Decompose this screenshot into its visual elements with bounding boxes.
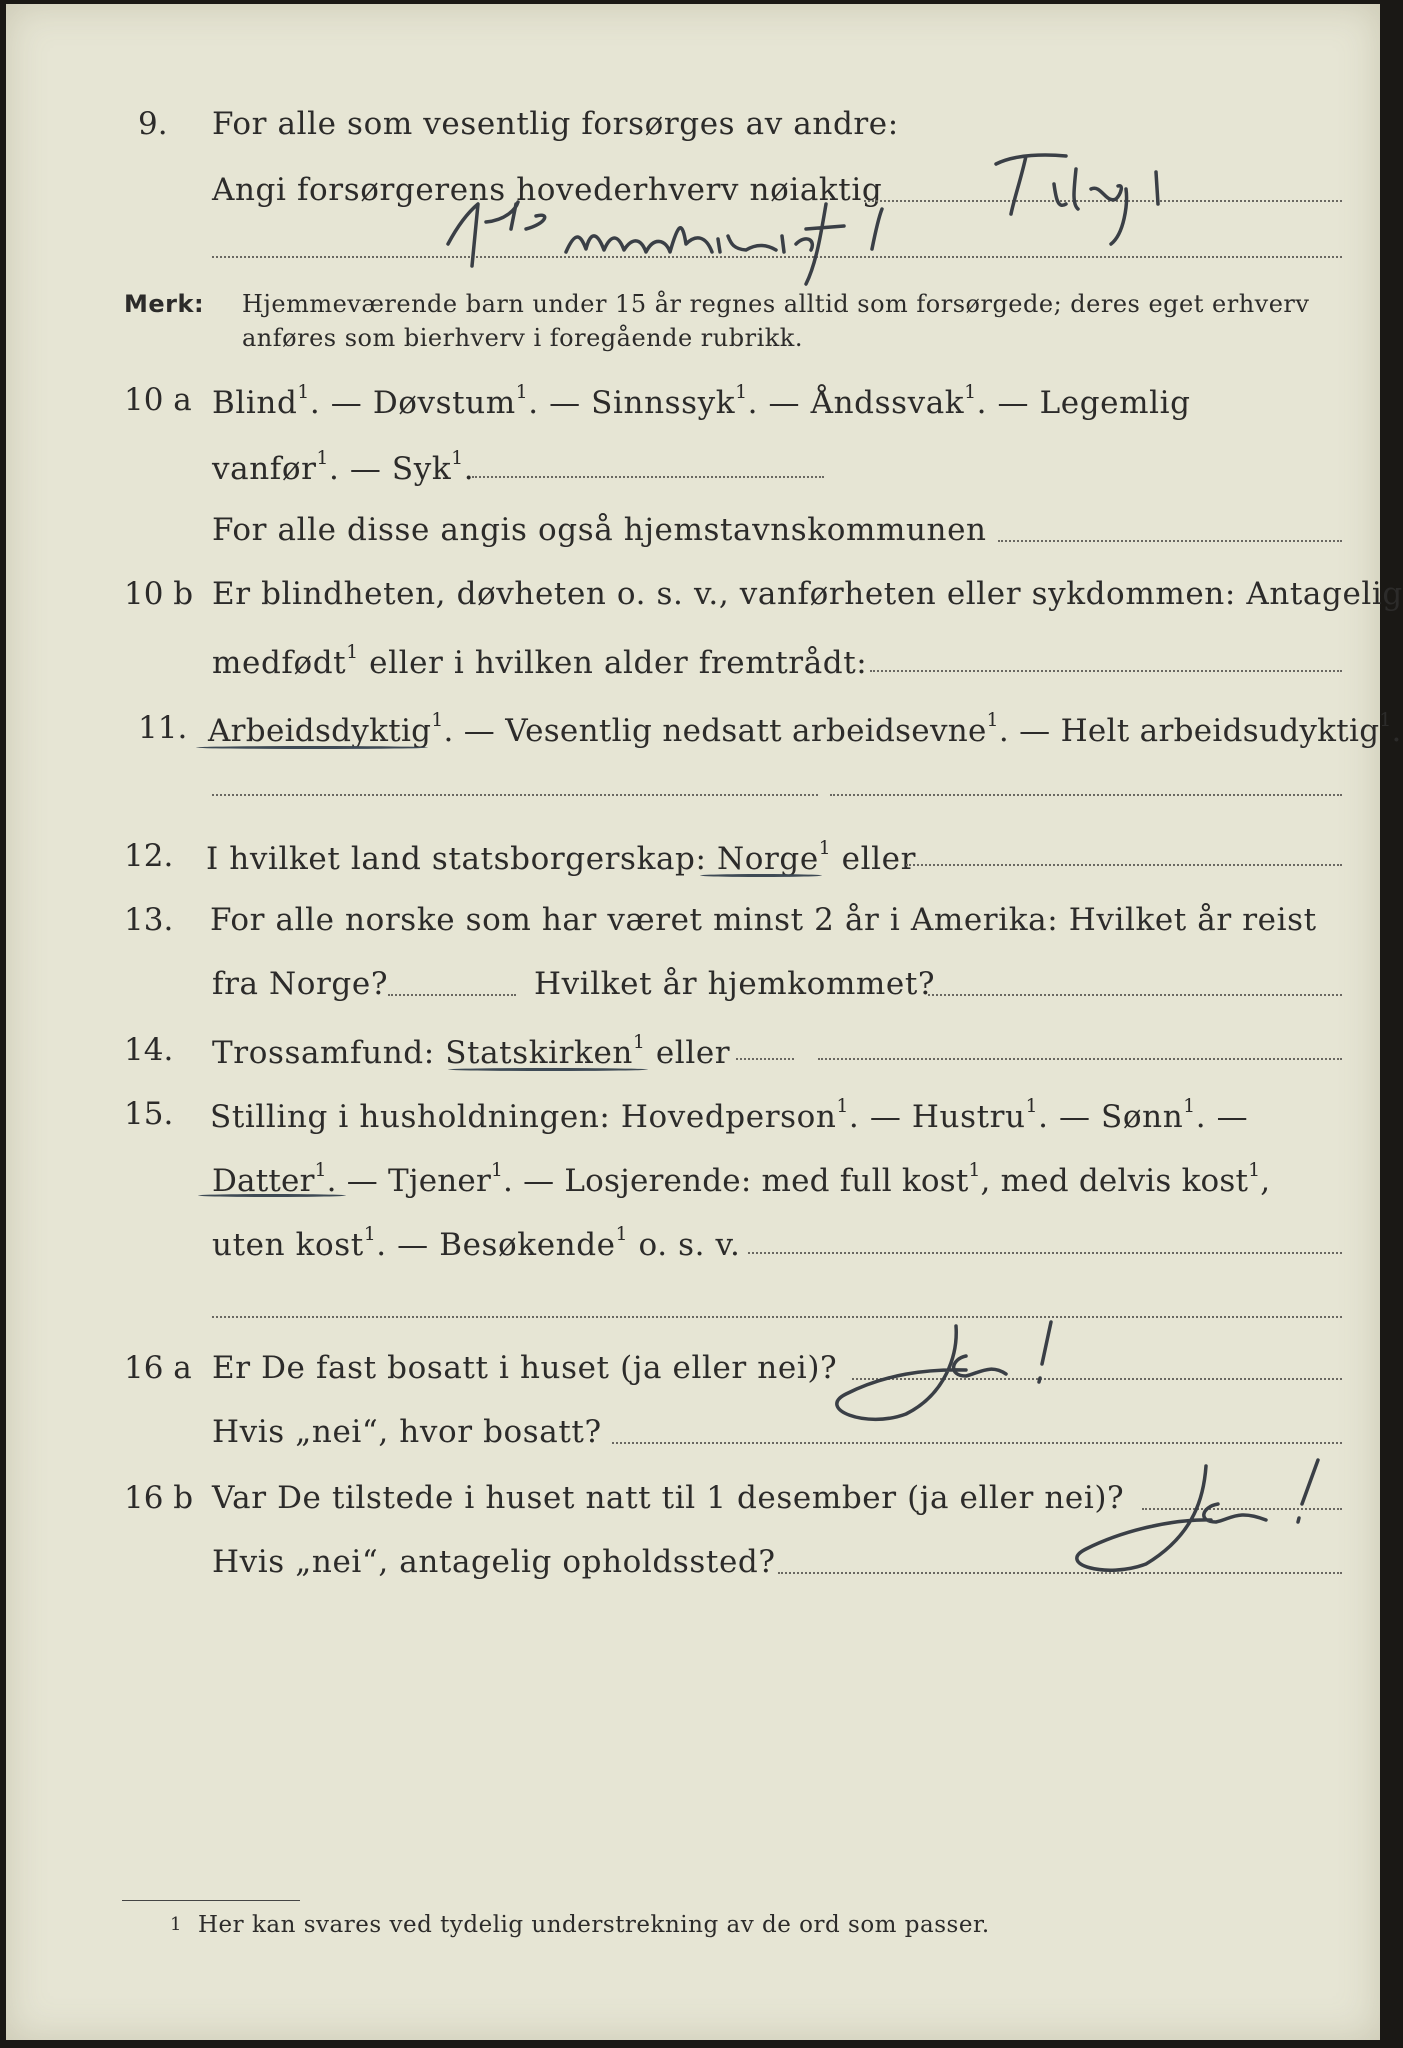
q12-line1: I hvilket land statsborgerskap: Norge$^1$ eller <box>206 838 917 877</box>
q16b-line2: Hvis „nei“, antagelig opholdssted? <box>212 1544 776 1580</box>
q10a-number: 10 a <box>124 382 192 418</box>
q16b-opholdssted-field[interactable] <box>778 1572 1342 1574</box>
q9-line1: For alle som vesentlig forsørges av andre: <box>212 106 899 142</box>
q10b-line2: medfødt$^1$ eller i hvilken alder fremtrådt: <box>212 642 868 681</box>
q9-line2: Angi forsørgerens hovederhverv nøiaktig <box>212 172 883 208</box>
q10b-line1: Er blindheten, døvheten o. s. v., vanførheten eller sykdommen: Antagelig <box>212 576 1403 612</box>
q11-number: 11. <box>138 710 188 746</box>
merk-line2: anføres som bierhverv i foregående rubrikk. <box>242 324 803 352</box>
q10a-line1: Blind$^1$. — Døvstum$^1$. — Sinnssyk$^1$. — Åndssvak$^1$. — Legemlig <box>212 382 1191 421</box>
q16b-number: 16 b <box>124 1480 194 1516</box>
q15-line2: Datter$^1$. — Tjener$^1$. — Losjerende: med full kost$^1$, med delvis kost$^1$, <box>212 1160 1271 1199</box>
q15-line3: uten kost$^1$. — Besøkende$^1$ o. s. v. <box>212 1224 741 1263</box>
q11-line1: Arbeidsdyktig$^1$. — Vesentlig nedsatt arbeidsevne$^1$. — Helt arbeidsudyktig$^1$. <box>208 710 1402 749</box>
q9-number: 9. <box>138 106 168 142</box>
q10b-number: 10 b <box>124 576 194 612</box>
q13-line2b: Hvilket år hjemkommet? <box>534 966 936 1002</box>
footnote-mark: 1 <box>170 1914 182 1935</box>
merk-line1: Hjemmeværende barn under 15 år regnes alltid som forsørgede; deres eget erhverv <box>242 290 1310 318</box>
q14-line1: Trossamfund: Statskirken$^1$ eller <box>212 1032 731 1071</box>
q16a-line2: Hvis „nei“, hvor bosatt? <box>212 1414 602 1450</box>
q13-line2a: fra Norge? <box>212 966 389 1002</box>
q16b-line1: Var De tilstede i huset natt til 1 desember (ja eller nei)? <box>212 1480 1125 1516</box>
q15-line1: Stilling i husholdningen: Hovedperson$^1$. — Hustru$^1$. — Sønn$^1$. — <box>210 1096 1249 1135</box>
q16a-number: 16 a <box>124 1350 192 1386</box>
census-form-page <box>6 4 1403 2040</box>
q13-number: 13. <box>124 902 174 938</box>
footnote-text: Her kan svares ved tydelig understrekning av de ord som passer. <box>198 1912 990 1938</box>
q16a-line1: Er De fast bosatt i huset (ja eller nei)? <box>212 1350 838 1386</box>
q12-number: 12. <box>124 838 174 874</box>
footnote-rule <box>122 1900 300 1901</box>
q14-number: 14. <box>124 1032 174 1068</box>
q13-line1: For alle norske som har været minst 2 år i Amerika: Hvilket år reist <box>210 902 1317 938</box>
q15-number: 15. <box>124 1096 174 1132</box>
merk-label: Merk: <box>124 290 205 318</box>
q10a-line3: For alle disse angis også hjemstavnskommunen <box>212 512 987 548</box>
q16b-handwriting-icon <box>6 4 1380 1604</box>
q10a-line2: vanfør$^1$. — Syk$^1$. <box>212 448 475 487</box>
